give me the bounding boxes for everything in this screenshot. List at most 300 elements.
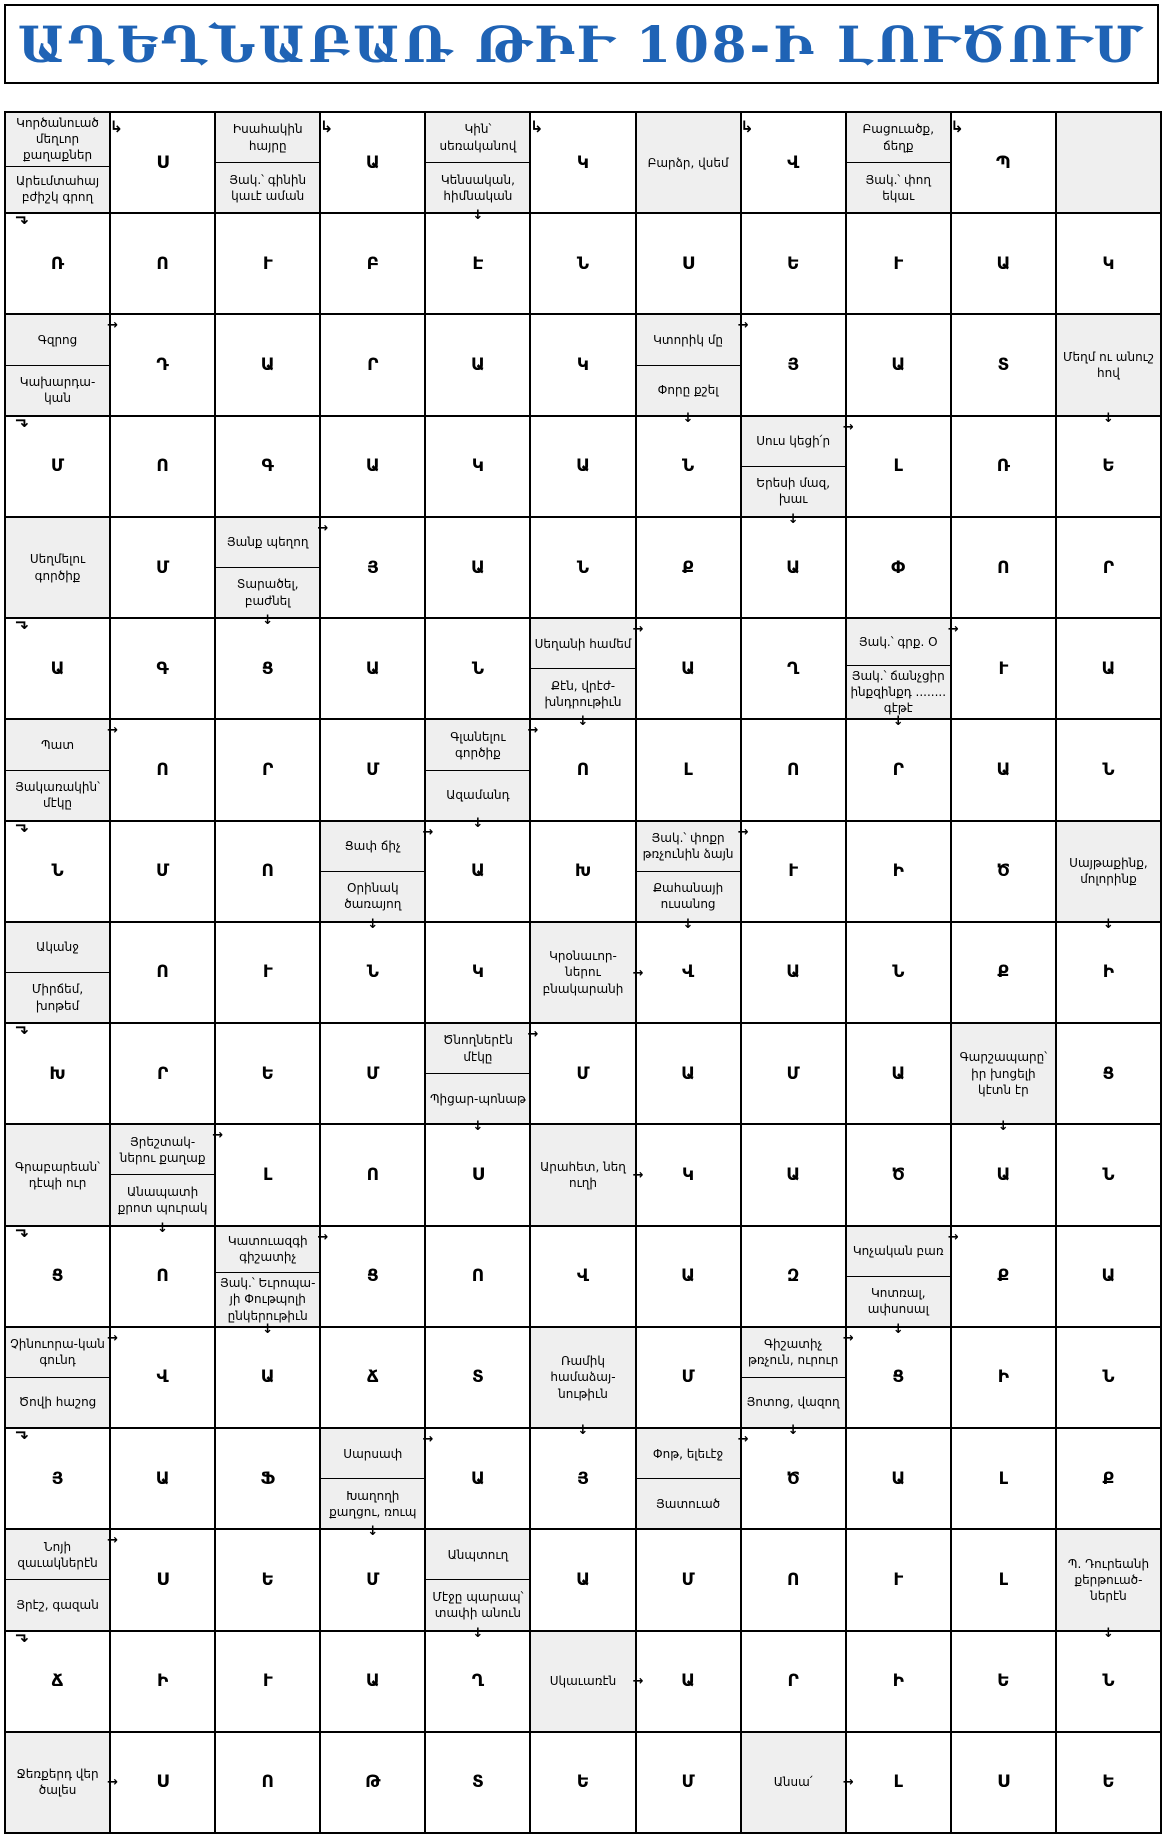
answer-cell: Ք xyxy=(952,923,1057,1024)
arrow-down-icon: ↓ xyxy=(472,208,484,224)
clue-text: Քէն, վրէժ-խնդրութիւն xyxy=(531,668,634,718)
answer-cell: Ե xyxy=(1057,417,1162,518)
answer-cell: Ր xyxy=(216,720,321,821)
answer-cell: Ո xyxy=(742,1530,847,1631)
answer-cell: Ն xyxy=(321,923,426,1024)
answer-cell: Ն xyxy=(531,518,636,619)
clue-cell xyxy=(742,1733,854,1834)
clue-cell xyxy=(6,518,111,632)
clue-text: Խաղողի քաղցու, ռուպ xyxy=(321,1478,424,1528)
clue-cell xyxy=(637,822,749,932)
corner-arrow-down-icon: ↳ xyxy=(13,1428,32,1442)
clue-text: Յակ.՝ փող եկաւ xyxy=(847,162,950,212)
answer-cell: Ա xyxy=(637,1632,742,1733)
arrow-right-icon: → xyxy=(212,1128,224,1144)
answer-cell: Ւ xyxy=(847,1530,952,1631)
arrow-down-icon: ↓ xyxy=(472,1625,484,1641)
answer-cell: Ն xyxy=(426,619,531,720)
answer-cell: Ա xyxy=(1057,1227,1162,1328)
answer-cell: Ս xyxy=(111,113,216,214)
clue-text: Ռամիկ համաձայ-նութիւն xyxy=(550,1354,616,1401)
arrow-down-icon: ↓ xyxy=(367,916,379,932)
corner-arrow-down-icon: ↳ xyxy=(13,1225,32,1240)
answer-cell: Ր xyxy=(847,720,952,821)
arrow-right-icon: → xyxy=(947,622,959,638)
clue-text: Տարածել, բաժնել xyxy=(216,567,319,617)
arrow-right-icon: → xyxy=(107,318,119,334)
title-banner xyxy=(4,4,1159,84)
clue-text: Կախարդա-կան xyxy=(6,365,109,415)
answer-cell: Կ xyxy=(426,923,531,1024)
answer-cell: Ա xyxy=(742,1125,847,1226)
clue-cell xyxy=(426,1530,531,1641)
answer-cell: Ո xyxy=(111,720,216,821)
clue-text: Յակ.՝ փոքր թռչունին ձայն xyxy=(642,831,734,862)
corner-arrow-down-icon: ↳ xyxy=(13,213,32,227)
arrow-right-icon: → xyxy=(737,1432,749,1448)
clue-text: Միրճեմ, խոթեմ xyxy=(6,972,109,1022)
answer-cell: Յ xyxy=(6,1429,111,1530)
answer-cell: Խ xyxy=(531,822,636,923)
answer-cell: Ն xyxy=(6,822,111,923)
arrow-right-icon: → xyxy=(107,1533,119,1549)
answer-cell: Դ xyxy=(111,315,216,416)
answer-cell: Ե xyxy=(216,1024,321,1125)
crossword-grid xyxy=(4,111,1162,1834)
answer-cell: Ա xyxy=(321,1632,426,1733)
clue-text: Իսահակին հայրը xyxy=(232,122,303,153)
clue-text: Ծովի հաշոց xyxy=(6,1377,109,1427)
clue-text: Գիշատիչ թռչուն, ուրուր xyxy=(747,1337,839,1368)
answer-cell: Ա xyxy=(1057,619,1162,720)
clue-cell xyxy=(426,113,544,224)
answer-cell: Ա xyxy=(952,1125,1057,1226)
answer-cell: Թ xyxy=(321,1733,426,1834)
clue-cell xyxy=(6,1530,119,1645)
answer-cell: Ռ xyxy=(6,214,111,315)
answer-cell: Վ xyxy=(531,1227,636,1328)
clue-text: Յոտոց, վազող xyxy=(742,1377,845,1427)
answer-cell: Ս xyxy=(637,214,742,315)
clue-text: Ջեռքերդ վեր ծալես xyxy=(16,1767,99,1798)
arrow-down-icon: ↓ xyxy=(262,1321,274,1337)
clue-text: Ականջ xyxy=(36,940,79,955)
answer-cell: Ռ xyxy=(952,417,1057,518)
arrow-down-icon: ↓ xyxy=(682,410,694,426)
clue-cell xyxy=(742,1328,854,1439)
clue-text: Կին՝ սեռականով xyxy=(439,122,517,153)
answer-cell: Ա xyxy=(426,822,531,923)
answer-cell: Լ xyxy=(952,1429,1057,1530)
answer-cell: Տ xyxy=(952,315,1057,416)
clue-cell xyxy=(637,315,749,426)
clue-text: Յանք պեղող xyxy=(226,535,309,550)
answer-cell: Լ xyxy=(952,1530,1057,1631)
answer-cell: Ն xyxy=(847,923,952,1024)
clue-cell xyxy=(426,720,539,831)
clue-text: Սուս կեցի՛ր xyxy=(756,434,831,449)
answer-cell: Ա xyxy=(952,214,1057,315)
arrow-right-icon: → xyxy=(422,1432,434,1448)
answer-cell: Ե xyxy=(531,1733,636,1834)
answer-cell: Ւ xyxy=(847,214,952,315)
clue-text: Սարսափ xyxy=(343,1446,403,1461)
arrow-down-icon: ↓ xyxy=(787,511,799,527)
answer-cell: Ի xyxy=(847,822,952,923)
answer-cell: Կ xyxy=(426,417,531,518)
answer-cell: Ղ xyxy=(426,1632,531,1733)
clue-cell xyxy=(637,1429,749,1530)
clue-cell xyxy=(111,1125,224,1236)
answer-cell: Ե xyxy=(216,1530,321,1631)
clue-cell xyxy=(1057,822,1162,932)
answer-cell: Կ xyxy=(637,1125,742,1226)
answer-cell: Ւ xyxy=(952,619,1057,720)
corner-arrow-down-icon: ↳ xyxy=(13,820,32,835)
clue-text: Պ. Դուրեանի քերթուած-ներէն xyxy=(1067,1556,1150,1603)
clue-cell xyxy=(216,113,334,214)
clue-cell xyxy=(6,113,124,227)
answer-cell: Ա xyxy=(742,518,847,619)
clue-text: Պիցար-պոնաթ xyxy=(426,1073,529,1123)
answer-cell: Խ xyxy=(6,1024,111,1125)
arrow-right-icon: → xyxy=(737,824,749,840)
answer-cell: Պ xyxy=(952,113,1057,214)
answer-cell: Մ xyxy=(637,1328,742,1429)
answer-cell: Ր xyxy=(111,1024,216,1125)
answer-cell: Տ xyxy=(426,1733,531,1834)
answer-cell: Ս xyxy=(111,1733,216,1834)
answer-cell: Ի xyxy=(111,1632,216,1733)
answer-cell: Է xyxy=(426,214,531,315)
answer-cell: Գ xyxy=(111,619,216,720)
answer-cell: Ա xyxy=(111,1429,216,1530)
answer-cell: Ո xyxy=(742,720,847,821)
answer-cell: Ի xyxy=(847,1632,952,1733)
arrow-right-icon: → xyxy=(317,520,329,536)
corner-arrow-down-icon: ↳ xyxy=(13,618,32,632)
clue-text: Ազամանդ xyxy=(426,770,529,820)
answer-cell: Կ xyxy=(1057,214,1162,315)
answer-cell: Ո xyxy=(111,1227,216,1328)
clue-cell xyxy=(531,1328,636,1439)
clue-text: Անապատի քրոտ պուրակ xyxy=(111,1174,214,1224)
clue-cell xyxy=(637,113,754,214)
answer-cell: Ա xyxy=(531,417,636,518)
answer-cell: Փ xyxy=(847,518,952,619)
answer-cell: Վ xyxy=(742,113,847,214)
arrow-right-icon: → xyxy=(422,824,434,840)
answer-cell: Ո xyxy=(111,923,216,1024)
answer-cell: Կ xyxy=(531,113,636,214)
clue-cell xyxy=(1057,315,1162,426)
answer-cell: Ծ xyxy=(742,1429,847,1530)
arrow-right-icon: → xyxy=(737,318,749,334)
clue-text: Քահանայի ուսանոց xyxy=(637,871,740,921)
answer-cell: Ո xyxy=(216,1733,321,1834)
answer-cell: Ա xyxy=(847,315,952,416)
answer-cell: Ա xyxy=(952,720,1057,821)
answer-cell: Ւ xyxy=(216,214,321,315)
clue-cell xyxy=(847,619,959,730)
clue-text: Յրէշ, գազան xyxy=(6,1579,109,1629)
answer-cell: Ա xyxy=(321,417,426,518)
clue-cell xyxy=(1057,1530,1162,1641)
clue-text: Գլանելու գործիք xyxy=(450,729,506,760)
answer-cell: Լ xyxy=(847,417,952,518)
clue-cell xyxy=(847,1227,959,1337)
answer-cell: Ա xyxy=(742,923,847,1024)
answer-cell: Վ xyxy=(111,1328,216,1429)
answer-cell: Մ xyxy=(742,1024,847,1125)
clue-text: Անպտուղ xyxy=(447,1547,509,1562)
clue-cell xyxy=(321,1429,434,1540)
clue-text: Գզրոց xyxy=(37,332,78,347)
clue-text: Յակառակին՝ մէկը xyxy=(6,770,109,820)
clue-text: Յակ.՝ ճանչցիր ինքզինքդ ........ գէթէ xyxy=(847,665,950,719)
clue-text: Բարձր, վսեմ xyxy=(647,155,729,170)
answer-cell: Լ xyxy=(216,1125,321,1226)
clue-text: Պատ xyxy=(41,737,75,752)
clue-cell xyxy=(6,315,119,430)
arrow-right-icon: → xyxy=(632,1674,644,1690)
arrow-down-icon: ↓ xyxy=(682,916,694,932)
answer-cell: Ա xyxy=(426,518,531,619)
arrow-right-icon: → xyxy=(527,723,539,739)
answer-cell: Ե xyxy=(1057,1733,1162,1834)
clue-text: Կրօնաւոր-ներու բնակարանի xyxy=(542,949,624,996)
answer-cell: Ա xyxy=(426,315,531,416)
clue-cell xyxy=(6,1328,119,1442)
answer-cell: Մ xyxy=(321,720,426,821)
answer-cell: Ց xyxy=(1057,1024,1162,1125)
clue-cell xyxy=(6,923,111,1037)
clue-cell xyxy=(321,822,434,932)
clue-text: Կատուազգի գիշատիչ xyxy=(227,1234,308,1265)
answer-cell: Մ xyxy=(6,417,111,518)
clue-cell xyxy=(426,1024,539,1135)
clue-cell xyxy=(531,619,644,730)
clue-text: Սկաւառէն xyxy=(549,1674,617,1689)
arrow-down-icon: ↓ xyxy=(262,613,274,629)
arrow-down-icon: ↓ xyxy=(367,1524,379,1540)
clue-cell xyxy=(216,1227,329,1337)
clue-cell xyxy=(952,1024,1057,1135)
answer-cell: Ե xyxy=(952,1632,1057,1733)
answer-cell: Տ xyxy=(426,1328,531,1429)
corner-arrow-right-icon: ↳ xyxy=(319,117,334,136)
answer-cell: Զ xyxy=(742,1227,847,1328)
answer-cell: Ք xyxy=(952,1227,1057,1328)
corner-arrow-right-icon: ↳ xyxy=(530,117,544,136)
answer-cell: Ր xyxy=(321,315,426,416)
arrow-down-icon: ↓ xyxy=(787,1423,799,1439)
clue-text: Ցափ ճիչ xyxy=(344,839,401,854)
answer-cell: Ա xyxy=(637,1227,742,1328)
arrow-down-icon: ↓ xyxy=(1103,1625,1114,1641)
answer-cell: Ո xyxy=(952,518,1057,619)
answer-cell: Ն xyxy=(1057,1632,1162,1733)
clue-text: Կործանուած մեղւոր քաղաքներ xyxy=(16,116,99,163)
clue-text: Չինուորա-կան գունդ xyxy=(10,1337,105,1368)
clue-text: Մէջը պարապ՝ տափի անուն xyxy=(426,1579,529,1629)
clue-cell xyxy=(6,720,119,835)
clue-text: Սեղանի համեմ xyxy=(534,636,632,651)
clue-cell xyxy=(6,1125,111,1240)
clue-text: Գրաբարեան՝ դէպի ուր xyxy=(15,1159,101,1190)
arrow-down-icon: ↓ xyxy=(892,714,904,730)
clue-cell xyxy=(531,923,644,1024)
answer-cell: Ն xyxy=(1057,1328,1162,1429)
answer-cell: Ւ xyxy=(742,822,847,923)
clue-text: Յատուած xyxy=(637,1478,740,1528)
corner-arrow-right-icon: ↳ xyxy=(740,117,754,136)
clue-text: Բացուածք, ճեղք xyxy=(862,122,935,153)
answer-cell: Ր xyxy=(742,1632,847,1733)
arrow-down-icon: ↓ xyxy=(1103,916,1114,932)
clue-text: Օրինակ ծառայող xyxy=(321,871,424,921)
clue-text: Յակ.՝ գրք. Օ xyxy=(858,634,938,649)
answer-cell: Ն xyxy=(1057,720,1162,821)
arrow-right-icon: → xyxy=(947,1229,959,1245)
clue-text: Փորը քշել xyxy=(637,365,740,415)
arrow-down-icon: ↓ xyxy=(472,815,484,831)
clue-text: Արահետ, նեղ ուղի xyxy=(540,1159,626,1190)
answer-cell: Ա xyxy=(216,1328,321,1429)
corner-arrow-down-icon: ↳ xyxy=(13,1023,32,1037)
answer-cell: Ք xyxy=(1057,1429,1162,1530)
arrow-down-icon: ↓ xyxy=(157,1220,169,1236)
arrow-down-icon: ↓ xyxy=(892,1321,904,1337)
answer-cell: Ո xyxy=(531,720,636,821)
corner-arrow-down-icon: ↳ xyxy=(13,416,32,430)
blank-cell xyxy=(1057,113,1162,214)
clue-text: Ծնողներէն մէկը xyxy=(443,1033,513,1064)
answer-cell: Ս xyxy=(952,1733,1057,1834)
answer-cell: Կ xyxy=(531,315,636,416)
arrow-right-icon: → xyxy=(842,419,854,435)
answer-cell: Ո xyxy=(111,214,216,315)
answer-cell: Ն xyxy=(1057,1125,1162,1226)
answer-cell: Ա xyxy=(6,619,111,720)
clue-text: Անսա՛ xyxy=(773,1775,813,1790)
answer-cell: Լ xyxy=(847,1733,952,1834)
answer-cell: Ծ xyxy=(847,1125,952,1226)
clue-cell xyxy=(6,1733,119,1834)
answer-cell: Լ xyxy=(637,720,742,821)
answer-cell: Ր xyxy=(1057,518,1162,619)
arrow-down-icon: ↓ xyxy=(577,714,589,730)
answer-cell: Ւ xyxy=(216,923,321,1024)
answer-cell: Գ xyxy=(216,417,321,518)
answer-cell: Բ xyxy=(321,214,426,315)
answer-cell: Ֆ xyxy=(216,1429,321,1530)
answer-cell: Ն xyxy=(531,214,636,315)
answer-cell: Ա xyxy=(321,113,426,214)
answer-cell: Ա xyxy=(531,1530,636,1631)
clue-cell xyxy=(216,518,329,629)
corner-arrow-right-icon: ↳ xyxy=(950,117,964,136)
answer-cell: Ք xyxy=(637,518,742,619)
corner-arrow-down-icon: ↳ xyxy=(13,1630,32,1645)
clue-cell xyxy=(531,1125,644,1226)
arrow-down-icon: ↓ xyxy=(997,1119,1009,1135)
arrow-right-icon: → xyxy=(107,1775,119,1791)
clue-text: Յրեշտակ-ներու քաղաք xyxy=(119,1134,206,1165)
answer-cell: Յ xyxy=(321,518,426,619)
clue-text: Յակ.՝ Եւրոպա-յի Փութպոլի ընկերութիւն xyxy=(216,1272,319,1326)
arrow-down-icon: ↓ xyxy=(472,1119,484,1135)
answer-cell: Ց xyxy=(847,1328,952,1429)
clue-text: Կտորիկ մը xyxy=(653,332,724,347)
arrow-right-icon: → xyxy=(632,965,644,981)
arrow-down-icon: ↓ xyxy=(1103,410,1114,426)
clue-text: Նոյի զաւակներէն xyxy=(17,1539,98,1570)
answer-cell: Մ xyxy=(637,1530,742,1631)
answer-cell: Մ xyxy=(531,1024,636,1125)
clue-text: Յակ.՝ գինին կաւէ աման xyxy=(216,162,319,212)
answer-cell: Ճ xyxy=(321,1328,426,1429)
answer-cell: Ե xyxy=(742,214,847,315)
answer-cell: Ա xyxy=(216,315,321,416)
arrow-down-icon: ↓ xyxy=(577,1423,589,1439)
corner-arrow-right-icon: ↳ xyxy=(109,117,124,136)
arrow-right-icon: → xyxy=(107,1330,119,1346)
answer-cell: Մ xyxy=(321,1530,426,1631)
answer-cell: Յ xyxy=(531,1429,636,1530)
answer-cell: Ո xyxy=(426,1227,531,1328)
arrow-right-icon: → xyxy=(107,723,119,739)
answer-cell: Ւ xyxy=(216,1632,321,1733)
clue-text: Գարշապարը՝ իր խոցելի կէտն էր xyxy=(959,1050,1048,1097)
arrow-right-icon: → xyxy=(842,1330,854,1346)
answer-cell: Մ xyxy=(111,822,216,923)
answer-cell: Ո xyxy=(111,417,216,518)
clue-text: Կոչական բառ xyxy=(852,1244,944,1259)
answer-cell: Ի xyxy=(952,1328,1057,1429)
clue-text: Փոթ, ելեւէջ xyxy=(652,1446,724,1461)
answer-cell: Ո xyxy=(216,822,321,923)
arrow-right-icon: → xyxy=(317,1229,329,1245)
answer-cell: Ա xyxy=(637,1024,742,1125)
answer-cell: Ո xyxy=(321,1125,426,1226)
clue-text: Արեւմտահայ բժիշկ գրող xyxy=(6,166,109,213)
answer-cell: Ց xyxy=(321,1227,426,1328)
clue-cell xyxy=(742,417,854,527)
answer-cell: Ն xyxy=(637,417,742,518)
answer-cell: Մ xyxy=(111,518,216,619)
answer-cell: Ս xyxy=(111,1530,216,1631)
arrow-right-icon: → xyxy=(632,622,644,638)
clue-text: Կոտռալ, ափսոսալ xyxy=(847,1276,950,1326)
answer-cell: Ա xyxy=(426,1429,531,1530)
page-title: ԱՂԵՂՆԱԲԱՌ ԹԻՒ 108-Ի ԼՈՒԾՈՒՄ xyxy=(17,14,1146,74)
clue-text: Կենսական, հիմնական xyxy=(426,162,529,212)
answer-cell: Ղ xyxy=(742,619,847,720)
clue-text: Սեղմելու գործիք xyxy=(29,552,86,583)
answer-cell: Ս xyxy=(426,1125,531,1226)
arrow-right-icon: → xyxy=(527,1027,539,1043)
answer-cell: Մ xyxy=(637,1733,742,1834)
clue-cell xyxy=(531,1632,644,1733)
answer-cell: Ց xyxy=(216,619,321,720)
answer-cell: Ճ xyxy=(6,1632,111,1733)
answer-cell: Ա xyxy=(847,1429,952,1530)
answer-cell: Ծ xyxy=(952,822,1057,923)
answer-cell: Վ xyxy=(637,923,742,1024)
answer-cell: Ա xyxy=(321,619,426,720)
answer-cell: Ա xyxy=(847,1024,952,1125)
